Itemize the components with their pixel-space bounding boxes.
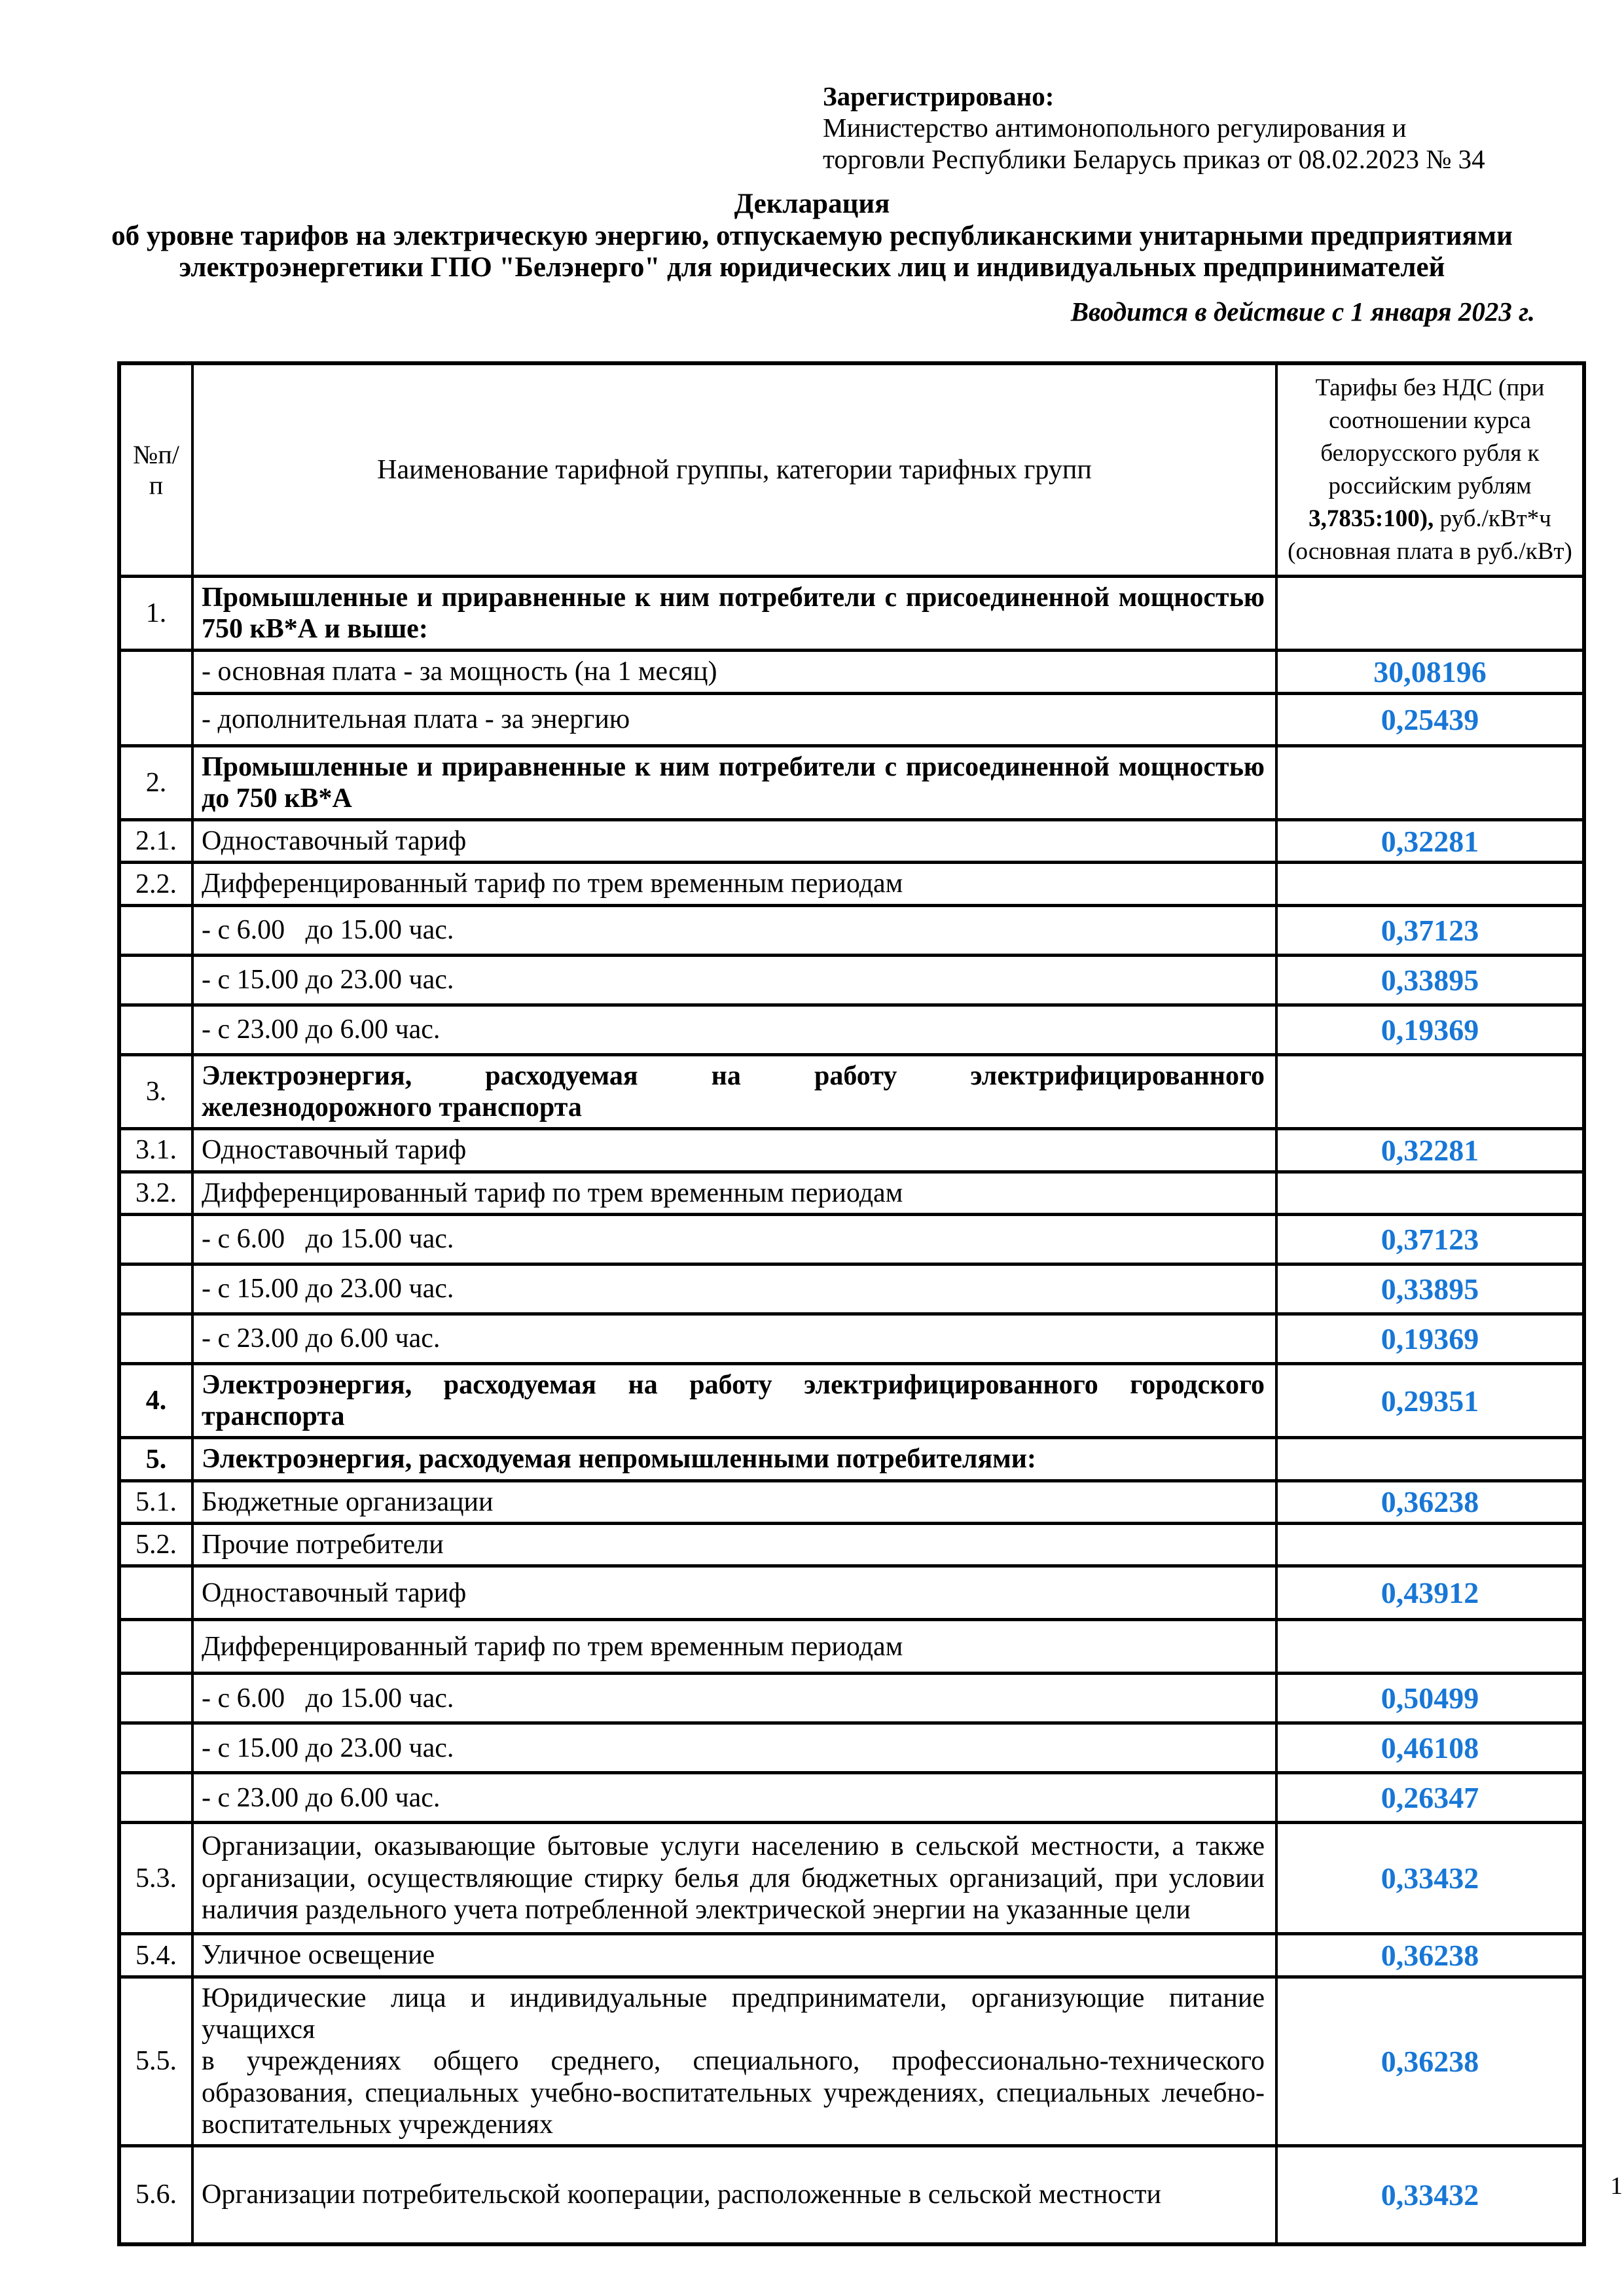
- row-number-cell: 5.3.: [119, 1823, 192, 1934]
- row-number-cell: [119, 1674, 192, 1723]
- table-row: [119, 1005, 1584, 1054]
- tariff-group-text-line: Юридические лица и индивидуальные предприниматели, организующие питание учащихся: [202, 1982, 1265, 2045]
- table-row: [119, 1054, 1584, 1129]
- table-row: [119, 955, 1584, 1005]
- tariff-value-cell: 0,36238: [1276, 1977, 1584, 2145]
- tariff-value-cell: 0,36238: [1276, 1934, 1584, 1977]
- tariff-group-text-line: транспорта: [202, 1401, 345, 1432]
- row-number-cell: [119, 955, 192, 1005]
- row-number-cell: [119, 1264, 192, 1314]
- table-row: [119, 745, 1584, 820]
- row-number-cell: [119, 1314, 192, 1363]
- row-number-cell: 3.: [119, 1054, 192, 1129]
- tariff-group-text-line: 750 кВ*А и выше:: [202, 613, 428, 644]
- tariff-header-ratio: 3,7835:100),: [1308, 505, 1434, 532]
- table-header-row: [119, 363, 1584, 576]
- tariff-group-cell: [192, 1823, 1276, 1934]
- row-number-cell: 5.1.: [119, 1480, 192, 1523]
- table-row: [119, 1620, 1584, 1674]
- row-number-cell: [119, 1773, 192, 1823]
- tariff-value-cell: [1276, 1054, 1584, 1129]
- row-number-cell: 3.1.: [119, 1129, 192, 1172]
- tariff-group-text-line: воспитательных учреждениях: [202, 2109, 553, 2140]
- table-row: [119, 1674, 1584, 1723]
- tariff-header-units: руб./кВт*ч (основная плата в руб./кВт): [1288, 505, 1572, 565]
- tariff-value-cell: 0,19369: [1276, 1005, 1584, 1054]
- tariff-group-text-line: до 750 кВ*А: [202, 783, 352, 814]
- tariff-group-cell: - с 23.00 до 6.00 час.: [192, 1773, 1276, 1823]
- row-number-cell: 2.2.: [119, 863, 192, 905]
- tariff-group-text-line: Электроэнергия, расходуемая на работу электрифицированного городского: [202, 1369, 1265, 1400]
- tariff-value-cell: 0,33432: [1276, 2146, 1584, 2244]
- tariff-value-cell: [1276, 576, 1584, 651]
- tariff-group-cell: Дифференцированный тариф по трем временным периодам: [192, 1620, 1276, 1674]
- tariff-group-cell: - с 6.00 до 15.00 час.: [192, 1674, 1276, 1723]
- tariff-group-text-line: наличия раздельного учета потребленной электрической энергии на указанные цели: [202, 1895, 1191, 1926]
- tariff-group-cell: Одноставочный тариф: [192, 1129, 1276, 1172]
- tariff-group-cell: Бюджетные организации: [192, 1480, 1276, 1523]
- title-line-2: об уровне тарифов на электрическую энергию, отпускаемую республиканскими унитарными предприятиями: [111, 220, 1513, 251]
- table-row: [119, 1934, 1584, 1977]
- tariff-group-cell: [192, 1977, 1276, 2145]
- registration-block: [823, 81, 1485, 175]
- tariff-group-cell: [192, 745, 1276, 820]
- table-row: [119, 1566, 1584, 1620]
- tariff-value-cell: [1276, 1438, 1584, 1480]
- table-row: [119, 1773, 1584, 1823]
- tariff-group-text-line: в учреждениях общего среднего, специального, профессионально-технического: [202, 2046, 1265, 2077]
- tariff-group-cell: Одноставочный тариф: [192, 1566, 1276, 1620]
- row-number-cell: 2.: [119, 745, 192, 820]
- column-header-tariff: [1276, 363, 1584, 576]
- tariff-value-cell: [1276, 863, 1584, 905]
- column-header-group-name: Наименование тарифной группы, категории тарифных групп: [192, 363, 1276, 576]
- row-number-cell: 5.: [119, 1438, 192, 1480]
- tariff-value-cell: 0,43912: [1276, 1566, 1584, 1620]
- tariff-value-cell: 0,46108: [1276, 1723, 1584, 1773]
- tariff-group-cell: - дополнительная плата - за энергию: [192, 693, 1276, 745]
- table-row: [119, 1214, 1584, 1264]
- effective-date-note: Вводится в действие с 1 января 2023 г.: [1070, 296, 1535, 327]
- row-number-cell: [119, 651, 192, 745]
- row-number-cell: 5.2.: [119, 1524, 192, 1566]
- table-row: [119, 820, 1584, 863]
- tariff-group-cell: - с 23.00 до 6.00 час.: [192, 1005, 1276, 1054]
- table-row: [119, 1823, 1584, 1934]
- tariff-group-text-line: Промышленные и приравненные к ним потребители с присоединенной мощностью: [202, 582, 1265, 613]
- title-line-1: Декларация: [734, 188, 890, 219]
- table-row: [119, 1524, 1584, 1566]
- row-number-cell: [119, 1566, 192, 1620]
- table-row: [119, 1314, 1584, 1363]
- row-number-cell: 3.2.: [119, 1172, 192, 1214]
- tariff-value-cell: 0,32281: [1276, 1129, 1584, 1172]
- tariff-table-body: [119, 576, 1584, 2244]
- table-row: [119, 1723, 1584, 1773]
- tariff-group-cell: - с 23.00 до 6.00 час.: [192, 1314, 1276, 1363]
- tariff-group-text-line: Электроэнергия, расходуемая на работу электрифицированного: [202, 1060, 1265, 1091]
- tariff-group-cell: [192, 1054, 1276, 1129]
- tariff-group-cell: Одноставочный тариф: [192, 820, 1276, 863]
- tariff-value-cell: 0,33895: [1276, 955, 1584, 1005]
- tariff-value-cell: [1276, 1524, 1584, 1566]
- tariff-group-text-line: Промышленные и приравненные к ним потребители с присоединенной мощностью: [202, 751, 1265, 782]
- tariff-value-cell: 0,50499: [1276, 1674, 1584, 1723]
- tariff-group-cell: - с 6.00 до 15.00 час.: [192, 1214, 1276, 1264]
- tariff-group-cell: Электроэнергия, расходуемая непромышленными потребителями:: [192, 1438, 1276, 1480]
- tariff-group-cell: [192, 1363, 1276, 1438]
- tariff-value-cell: 0,36238: [1276, 1480, 1584, 1523]
- row-number-cell: [119, 1214, 192, 1264]
- row-number-cell: [119, 1005, 192, 1054]
- row-number-cell: [119, 905, 192, 955]
- tariff-value-cell: [1276, 745, 1584, 820]
- registered-ministry-line: Министерство антимонопольного регулирования и: [823, 112, 1407, 143]
- document-title: [0, 188, 1624, 284]
- table-row: [119, 1172, 1584, 1214]
- row-number-cell: [119, 1620, 192, 1674]
- tariff-header-text: Тарифы без НДС (при соотношении курса белорусского рубля к российским рублям: [1315, 374, 1545, 499]
- tariff-group-text-line: организации, осуществляющие стирку белья для бюджетных организаций, при условии: [202, 1863, 1265, 1893]
- table-row: [119, 863, 1584, 905]
- tariff-group-cell: - с 6.00 до 15.00 час.: [192, 905, 1276, 955]
- table-row: [119, 2146, 1584, 2244]
- tariff-value-cell: [1276, 1172, 1584, 1214]
- table-row: [119, 1264, 1584, 1314]
- tariff-group-cell: Дифференцированный тариф по трем временным периодам: [192, 1172, 1276, 1214]
- tariff-value-cell: 30,08196: [1276, 651, 1584, 693]
- row-number-cell: 4.: [119, 1363, 192, 1438]
- tariff-value-cell: [1276, 1620, 1584, 1674]
- page-number: 1: [1610, 2172, 1623, 2200]
- row-number-cell: 5.5.: [119, 1977, 192, 2145]
- row-number-cell: [119, 1723, 192, 1773]
- table-row: [119, 1438, 1584, 1480]
- tariff-value-cell: 0,33895: [1276, 1264, 1584, 1314]
- tariff-group-cell: Организации потребительской кооперации, расположенные в сельской местности: [192, 2146, 1276, 2244]
- title-line-3: электроэнергетики ГПО "Белэнерго" для юридических лиц и индивидуальных предпринимателей: [179, 252, 1445, 283]
- tariff-group-cell: - с 15.00 до 23.00 час.: [192, 955, 1276, 1005]
- table-row: [119, 1480, 1584, 1523]
- tariff-group-cell: Дифференцированный тариф по трем временным периодам: [192, 863, 1276, 905]
- tariff-group-cell: - с 15.00 до 23.00 час.: [192, 1723, 1276, 1773]
- registered-label: Зарегистрировано:: [823, 81, 1055, 111]
- row-number-cell: 5.4.: [119, 1934, 192, 1977]
- tariff-value-cell: 0,29351: [1276, 1363, 1584, 1438]
- registered-order-line: торговли Республики Беларусь приказ от 08.02.2023 № 34: [823, 143, 1485, 174]
- tariff-value-cell: 0,26347: [1276, 1773, 1584, 1823]
- table-row: [119, 651, 1584, 693]
- table-row: [119, 693, 1584, 745]
- table-row: [119, 1977, 1584, 2145]
- tariff-value-cell: 0,37123: [1276, 905, 1584, 955]
- tariff-group-cell: [192, 576, 1276, 651]
- tariff-group-text-line: железнодорожного транспорта: [202, 1092, 582, 1122]
- table-row: [119, 905, 1584, 955]
- tariff-group-cell: Прочие потребители: [192, 1524, 1276, 1566]
- row-number-cell: 2.1.: [119, 820, 192, 863]
- table-row: [119, 576, 1584, 651]
- column-header-number: №п/п: [119, 363, 192, 576]
- tariff-value-cell: 0,25439: [1276, 693, 1584, 745]
- table-row: [119, 1129, 1584, 1172]
- tariff-group-text-line: образования, специальных учебно-воспитательных учреждениях, специальных лечебно-: [202, 2077, 1265, 2108]
- tariff-table: [117, 361, 1586, 2246]
- tariff-value-cell: 0,32281: [1276, 820, 1584, 863]
- table-row: [119, 1363, 1584, 1438]
- tariff-group-cell: - основная плата - за мощность (на 1 месяц): [192, 651, 1276, 693]
- tariff-value-cell: 0,33432: [1276, 1823, 1584, 1934]
- tariff-value-cell: 0,19369: [1276, 1314, 1584, 1363]
- tariff-group-cell: Уличное освещение: [192, 1934, 1276, 1977]
- tariff-group-cell: - с 15.00 до 23.00 час.: [192, 1264, 1276, 1314]
- tariff-group-text-line: Организации, оказывающие бытовые услуги населению в сельской местности, а также: [202, 1831, 1265, 1862]
- tariff-value-cell: 0,37123: [1276, 1214, 1584, 1264]
- row-number-cell: 1.: [119, 576, 192, 651]
- row-number-cell: 5.6.: [119, 2146, 192, 2244]
